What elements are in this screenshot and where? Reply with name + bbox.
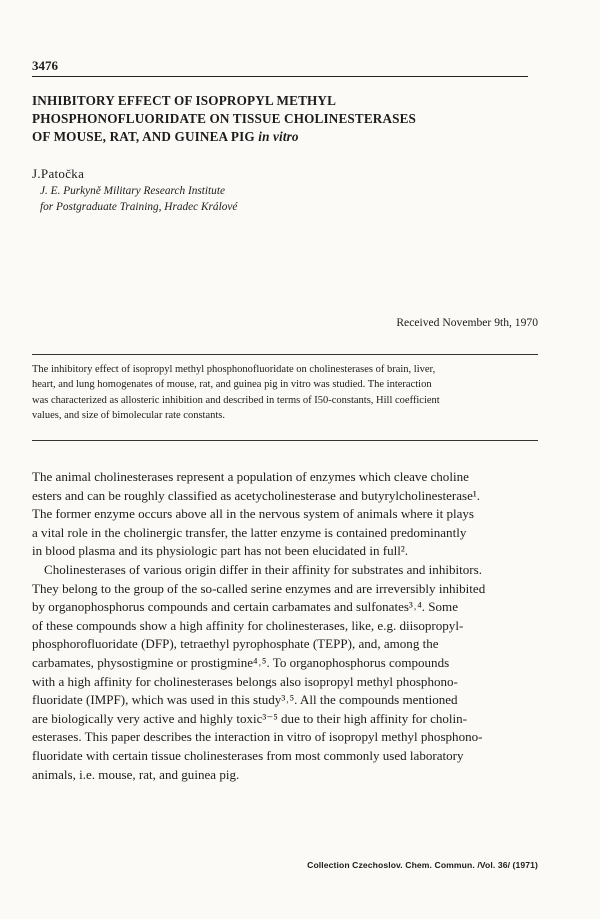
body-line: carbamates, physostigmine or prostigmine⁴˒⁵. To organophosphorus compounds <box>32 654 450 670</box>
body-line: The animal cholinesterases represent a population of enzymes which cleave choline <box>32 469 469 484</box>
abstract-line: was characterized as allosteric inhibition and described in terms of I50-constants, Hill coefficient <box>32 394 440 406</box>
title-line-1: INHIBITORY EFFECT OF ISOPROPYL METHYL <box>32 93 337 108</box>
body-line: esterases. This paper describes the interaction in vitro of isopropyl methyl phosphono- <box>32 729 483 745</box>
body-line: animals, i.e. mouse, rat, and guinea pig. <box>32 766 240 782</box>
body-line: esters and can be roughly classified as acetycholinesterase and butyrylcholinesterase¹. <box>32 487 481 503</box>
abstract-line: heart, and lung homogenates of mouse, rat, and guinea pig in vitro was studied. The interaction <box>32 379 432 391</box>
title-line-3 <box>32 128 532 146</box>
received-date: Received November 9th, 1970 <box>396 316 538 329</box>
affiliation <box>40 184 237 215</box>
title-italic-suffix: in vitro <box>258 129 299 144</box>
abstract-line: values, and size of bimolecular rate constants. <box>32 410 226 422</box>
abstract-top-rule <box>32 354 538 355</box>
body-line: of these compounds show a high affinity for cholinesterases, like, e.g. diisopropyl- <box>32 617 464 633</box>
body-line: by organophosphorus compounds and certain carbamates and sulfonates³˒⁴. Some <box>32 599 458 615</box>
abstract-bottom-rule <box>32 440 538 441</box>
body-line: with a high affinity for cholinesterases belongs also isopropyl methyl phosphono- <box>32 673 458 689</box>
body-line: They belong to the group of the so-called serine enzymes and are irreversibly inhibited <box>32 580 486 596</box>
body-text <box>32 468 542 784</box>
title-line-3-text: OF MOUSE, RAT, AND GUINEA PIG <box>32 129 255 144</box>
body-line: are biologically very active and highly toxic³⁻⁵ due to their high affinity for cholin- <box>32 710 468 726</box>
abstract <box>32 362 538 424</box>
header-rule <box>32 76 528 77</box>
body-line: The former enzyme occurs above all in the nervous system of animals where it plays <box>32 506 475 522</box>
affiliation-line-2: for Postgraduate Training, Hradec Králové <box>40 200 238 213</box>
affiliation-line-1: J. E. Purkyně Military Research Institute <box>40 185 225 197</box>
author-name: J.Patočka <box>32 166 85 181</box>
body-line: in blood plasma and its physiologic part has not been elucidated in full². <box>32 543 409 559</box>
page-number: 3476 <box>32 58 58 73</box>
article-title <box>32 92 532 146</box>
body-line: Cholinesterases of various origin differ in their affinity for substrates and inhibitors. <box>44 561 482 577</box>
abstract-line: The inhibitory effect of isopropyl methyl phosphonofluoridate on cholinesterases of brain, liver, <box>32 364 436 375</box>
body-line: fluoridate (IMPF), which was used in this study³˒⁵. All the compounds mentioned <box>32 692 458 708</box>
body-line: phosphorofluoridate (DFP), tetraethyl pyrophosphate (TEPP), and, among the <box>32 636 439 652</box>
title-line-2: PHOSPHONOFLUORIDATE ON TISSUE CHOLINESTERASES <box>32 111 417 126</box>
body-line: a vital role in the cholinergic transfer, the latter enzyme is contained predominantly <box>32 524 467 540</box>
journal-citation: Collection Czechoslov. Chem. Commun. /Vol. 36/ (1971) <box>307 860 538 870</box>
body-line: fluoridate with certain tissue cholinesterases from most commonly used laboratory <box>32 747 464 763</box>
